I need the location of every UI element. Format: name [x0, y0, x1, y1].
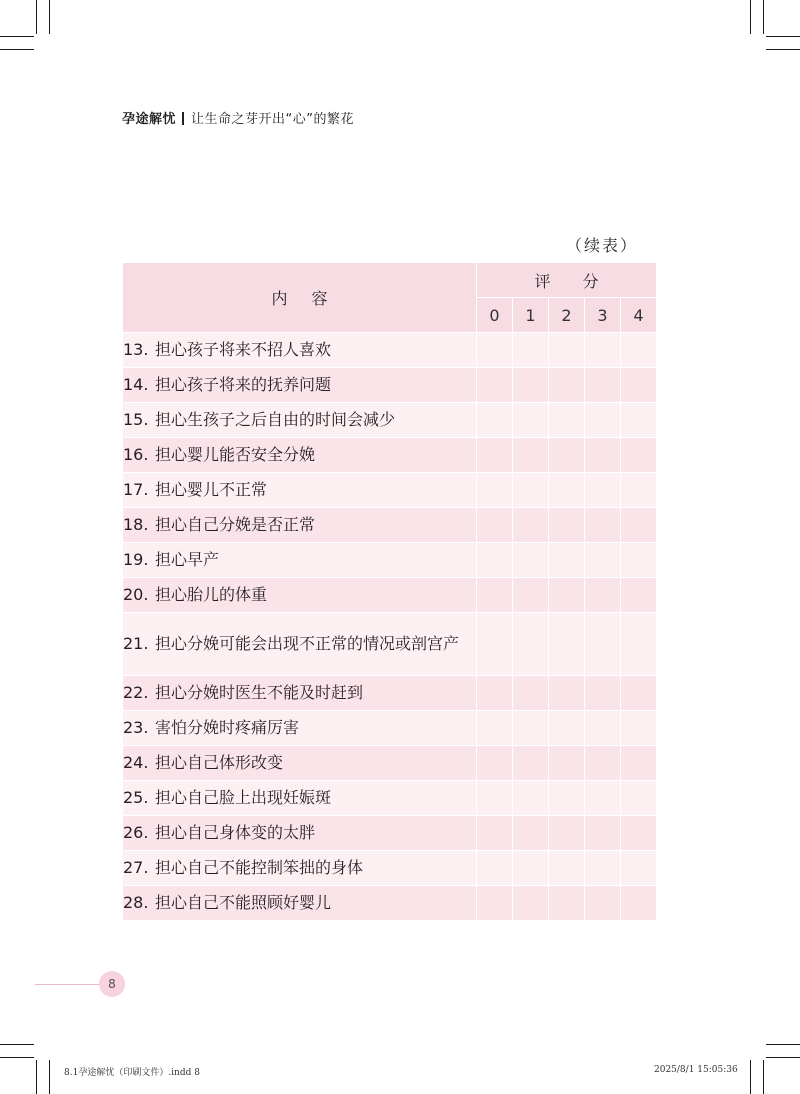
score-cell[interactable] [513, 403, 549, 438]
item-cell [123, 438, 477, 473]
table-row [123, 711, 657, 746]
crop-mark [0, 1044, 34, 1045]
item-cell [123, 746, 477, 781]
score-cell[interactable] [549, 403, 585, 438]
score-cell[interactable] [621, 473, 657, 508]
item-text: 担心孩子将来的抚养问题 [155, 375, 332, 394]
item-number: 26. [123, 823, 149, 842]
score-cell[interactable] [621, 543, 657, 578]
item-number: 19. [123, 550, 149, 569]
score-cell[interactable] [549, 816, 585, 851]
score-cell[interactable] [477, 781, 513, 816]
score-cell[interactable] [621, 676, 657, 711]
score-cell[interactable] [621, 333, 657, 368]
score-cell[interactable] [585, 438, 621, 473]
item-text: 担心分娩可能会出现不正常的情况或剖宫产 [155, 634, 460, 653]
item-number: 28. [123, 893, 149, 912]
score-cell[interactable] [621, 508, 657, 543]
score-cell[interactable] [477, 851, 513, 886]
score-cell[interactable] [549, 851, 585, 886]
score-cell[interactable] [549, 613, 585, 676]
score-cell[interactable] [477, 333, 513, 368]
table-row [123, 403, 657, 438]
book-subtitle: 让生命之芽开出“心”的繁花 [191, 112, 354, 127]
item-text: 担心早产 [155, 550, 220, 569]
title-separator [182, 112, 184, 125]
crop-mark [0, 1057, 34, 1058]
score-cell[interactable] [585, 851, 621, 886]
item-cell [123, 676, 477, 711]
score-cell[interactable] [621, 438, 657, 473]
score-cell[interactable] [549, 543, 585, 578]
score-cell[interactable] [513, 508, 549, 543]
slug-filename: 8.1孕途解忧（印刷文件）.indd 8 [64, 1068, 200, 1078]
score-cell[interactable] [549, 333, 585, 368]
item-text: 担心婴儿不正常 [155, 480, 268, 499]
score-cell[interactable] [477, 403, 513, 438]
item-text: 担心分娩时医生不能及时赶到 [155, 683, 364, 702]
item-cell [123, 781, 477, 816]
table-row [123, 816, 657, 851]
item-text: 担心自己不能照顾好婴儿 [155, 893, 332, 912]
item-text: 担心孩子将来不招人喜欢 [155, 340, 332, 359]
score-cell[interactable] [549, 578, 585, 613]
item-text: 担心自己身体变的太胖 [155, 823, 316, 842]
score-cell[interactable] [549, 508, 585, 543]
table-row [123, 746, 657, 781]
table-row [123, 886, 657, 921]
score-cell[interactable] [585, 543, 621, 578]
crop-mark [766, 1044, 800, 1045]
score-cell[interactable] [549, 368, 585, 403]
score-cell[interactable] [585, 781, 621, 816]
score-cell[interactable] [585, 578, 621, 613]
crop-mark [49, 0, 50, 34]
item-text: 害怕分娩时疼痛厉害 [155, 718, 300, 737]
score-cell[interactable] [549, 473, 585, 508]
item-number: 23. [123, 718, 149, 737]
item-number: 16. [123, 445, 149, 464]
score-cell[interactable] [585, 676, 621, 711]
score-cell[interactable] [477, 886, 513, 921]
item-cell [123, 333, 477, 368]
continued-label: （续表） [566, 236, 639, 255]
running-head [122, 108, 354, 127]
item-cell [123, 886, 477, 921]
slug-timestamp: 2025/8/1 15:05:36 [654, 1065, 738, 1075]
score-cell[interactable] [513, 781, 549, 816]
score-cell[interactable] [477, 676, 513, 711]
table-row [123, 473, 657, 508]
score-cell[interactable] [513, 851, 549, 886]
score-cell[interactable] [585, 746, 621, 781]
score-cell[interactable] [621, 816, 657, 851]
score-cell[interactable] [477, 613, 513, 676]
score-cell[interactable] [513, 711, 549, 746]
score-cell[interactable] [513, 613, 549, 676]
crop-mark [750, 1060, 751, 1094]
score-cell[interactable] [621, 711, 657, 746]
content-column-header: 内容 [123, 263, 477, 333]
score-cell[interactable] [477, 438, 513, 473]
score-cell[interactable] [549, 886, 585, 921]
item-number: 27. [123, 858, 149, 877]
score-cell[interactable] [549, 746, 585, 781]
score-cell[interactable] [477, 508, 513, 543]
score-cell[interactable] [513, 333, 549, 368]
item-number: 24. [123, 753, 149, 772]
score-cell[interactable] [513, 886, 549, 921]
item-number: 15. [123, 410, 149, 429]
book-title: 孕途解忧 [122, 112, 177, 127]
item-text: 担心婴儿能否安全分娩 [155, 445, 316, 464]
score-cell[interactable] [477, 746, 513, 781]
page-number: 8 [99, 971, 125, 997]
item-number: 21. [123, 634, 149, 653]
item-text: 担心自己脸上出现妊娠斑 [155, 788, 332, 807]
score-cell[interactable] [621, 403, 657, 438]
crop-mark [750, 0, 751, 34]
table-row [123, 543, 657, 578]
item-cell [123, 613, 477, 676]
table-row [123, 438, 657, 473]
score-cell[interactable] [477, 711, 513, 746]
score-cell[interactable] [513, 676, 549, 711]
item-cell [123, 816, 477, 851]
crop-mark [766, 36, 800, 37]
score-cell[interactable] [513, 368, 549, 403]
score-cell[interactable] [477, 368, 513, 403]
item-cell [123, 711, 477, 746]
item-number: 22. [123, 683, 149, 702]
score-level: 2 [549, 298, 585, 333]
crop-mark [0, 36, 34, 37]
score-cell[interactable] [477, 816, 513, 851]
folio-rule [35, 984, 99, 985]
crop-mark [49, 1060, 50, 1094]
table-row [123, 613, 657, 676]
table-row [123, 508, 657, 543]
score-level: 1 [513, 298, 549, 333]
score-cell[interactable] [513, 816, 549, 851]
score-cell[interactable] [477, 473, 513, 508]
item-number: 20. [123, 585, 149, 604]
item-text: 担心自己分娩是否正常 [155, 515, 316, 534]
table-row [123, 578, 657, 613]
crop-mark [36, 0, 37, 34]
crop-mark [763, 1060, 764, 1094]
score-cell[interactable] [549, 676, 585, 711]
item-cell [123, 851, 477, 886]
score-cell[interactable] [621, 578, 657, 613]
item-cell [123, 578, 477, 613]
item-cell [123, 543, 477, 578]
score-cell[interactable] [585, 473, 621, 508]
item-text: 担心自己不能控制笨拙的身体 [155, 858, 364, 877]
item-cell [123, 368, 477, 403]
item-number: 18. [123, 515, 149, 534]
crop-mark [763, 0, 764, 34]
score-cell[interactable] [513, 438, 549, 473]
score-cell[interactable] [513, 543, 549, 578]
score-level: 4 [621, 298, 657, 333]
crop-mark [0, 49, 34, 50]
score-cell[interactable] [477, 578, 513, 613]
item-text: 担心生孩子之后自由的时间会减少 [155, 410, 396, 429]
score-cell[interactable] [585, 816, 621, 851]
score-cell[interactable] [585, 403, 621, 438]
score-cell[interactable] [585, 711, 621, 746]
score-cell[interactable] [621, 746, 657, 781]
item-number: 14. [123, 375, 149, 394]
score-cell[interactable] [513, 578, 549, 613]
score-cell[interactable] [585, 368, 621, 403]
table-row [123, 368, 657, 403]
score-cell[interactable] [621, 613, 657, 676]
score-cell[interactable] [585, 333, 621, 368]
score-cell[interactable] [513, 473, 549, 508]
score-cell[interactable] [549, 438, 585, 473]
score-column-header: 评分 [477, 263, 657, 298]
score-cell[interactable] [477, 543, 513, 578]
score-cell[interactable] [585, 613, 621, 676]
score-cell[interactable] [549, 711, 585, 746]
crop-mark [766, 49, 800, 50]
table-row [123, 851, 657, 886]
score-cell[interactable] [621, 368, 657, 403]
score-level: 3 [585, 298, 621, 333]
score-level: 0 [477, 298, 513, 333]
score-cell[interactable] [621, 781, 657, 816]
item-text: 担心胎儿的体重 [155, 585, 268, 604]
crop-mark [766, 1057, 800, 1058]
score-cell[interactable] [621, 851, 657, 886]
item-cell [123, 403, 477, 438]
score-cell[interactable] [621, 886, 657, 921]
table-row [123, 333, 657, 368]
score-cell[interactable] [549, 781, 585, 816]
anxiety-scale-table [122, 262, 657, 921]
item-text: 担心自己体形改变 [155, 753, 284, 772]
crop-mark [36, 1060, 37, 1094]
table-row [123, 781, 657, 816]
item-cell [123, 508, 477, 543]
item-number: 13. [123, 340, 149, 359]
score-cell[interactable] [513, 746, 549, 781]
item-number: 17. [123, 480, 149, 499]
table-row [123, 676, 657, 711]
score-cell[interactable] [585, 508, 621, 543]
item-cell [123, 473, 477, 508]
item-number: 25. [123, 788, 149, 807]
score-cell[interactable] [585, 886, 621, 921]
